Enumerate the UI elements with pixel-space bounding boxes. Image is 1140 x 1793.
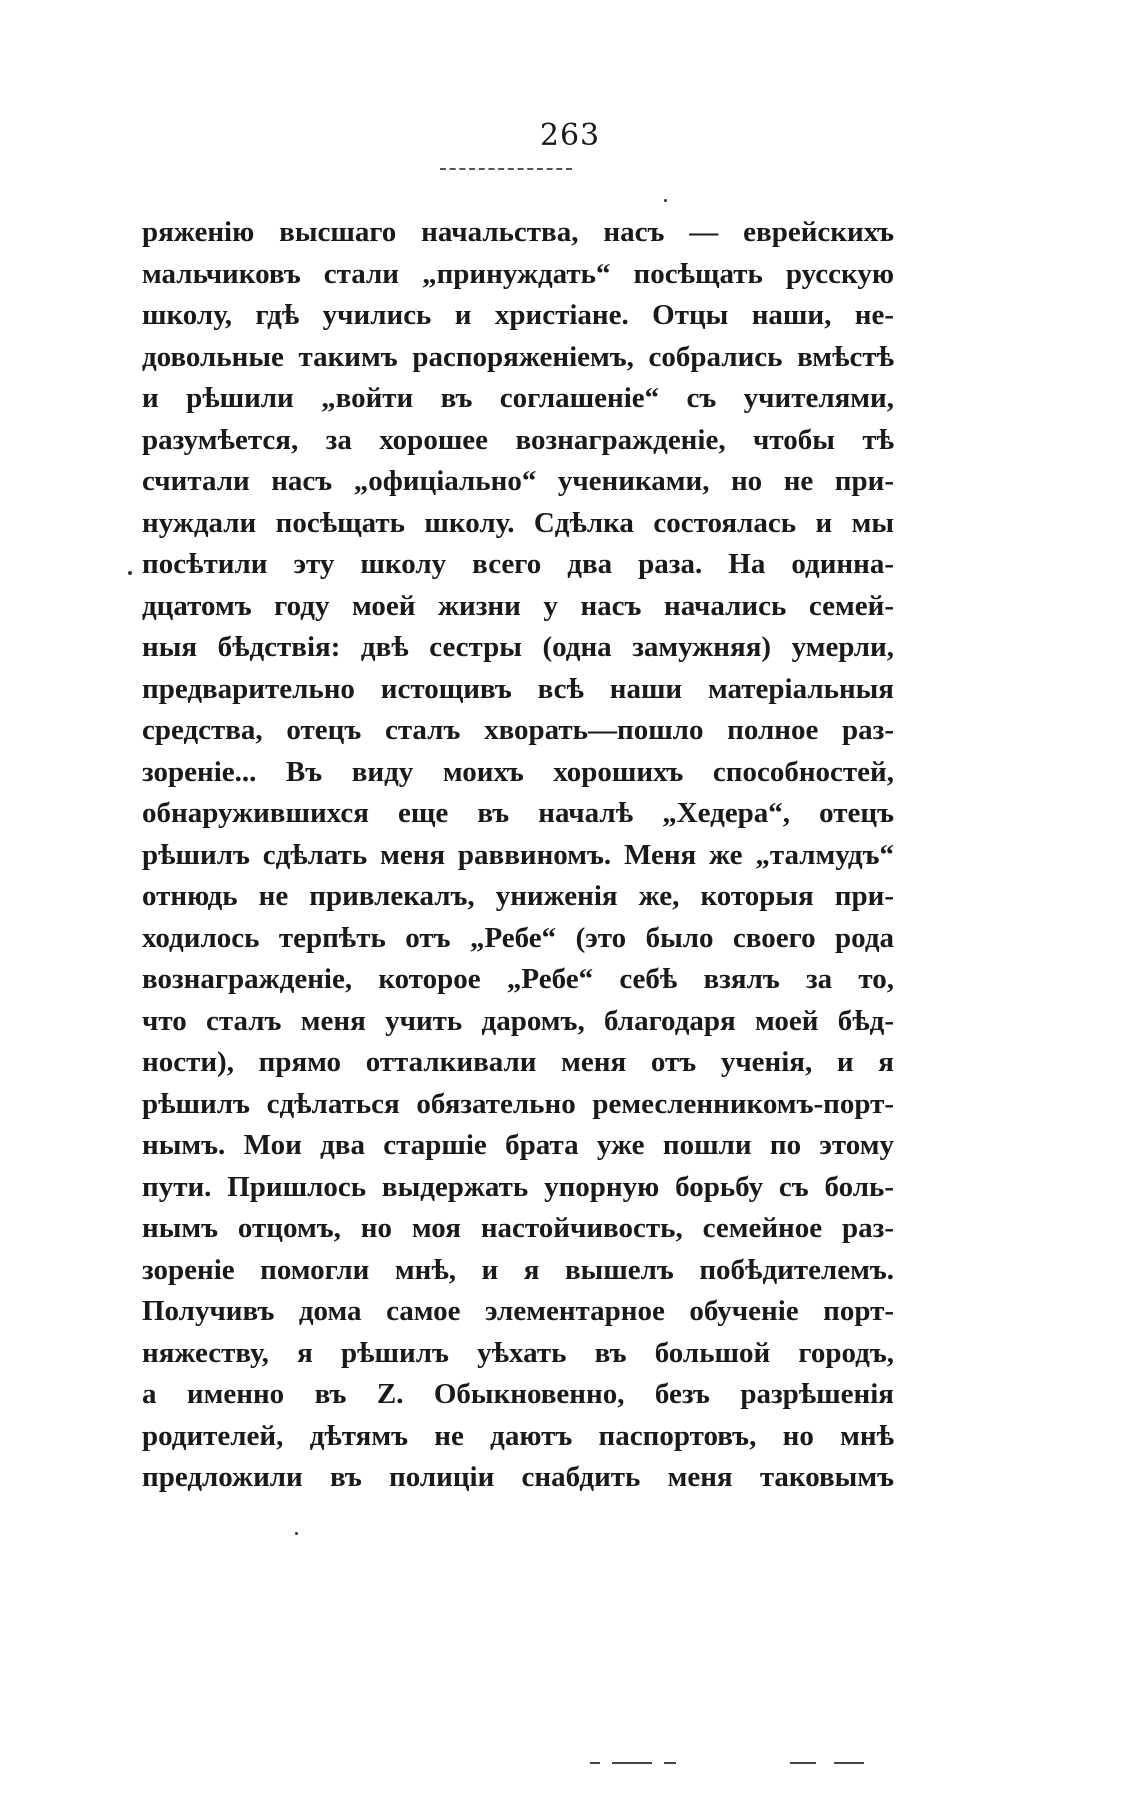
text-line: ряженію высшаго начальства, насъ — еврейскихъ [142, 216, 894, 248]
footer-marks [590, 1762, 890, 1768]
body-text [142, 212, 894, 1499]
text-line: школу, гдѣ учились и христіане. Отцы наши, не- [142, 299, 894, 331]
text-line: рѣшилъ сдѣлаться обязательно ремесленникомъ-порт- [142, 1087, 894, 1120]
text-line: дцатомъ году моей жизни у насъ начались семей- [142, 589, 894, 622]
text-line: зореніе... Въ виду моихъ хорошихъ способностей, [142, 755, 894, 788]
text-line: ности), прямо отталкивали меня отъ ученія, и я [142, 1046, 894, 1078]
text-line: вознагражденіе, которое „Ребе“ себѣ взялъ за то, [142, 963, 894, 995]
text-line: пути. Пришлось выдержать упорную борьбу съ боль- [142, 1170, 894, 1203]
footer-mark [664, 1762, 676, 1764]
text-line: довольные такимъ распоряженіемъ, собрались вмѣстѣ [142, 340, 894, 373]
text-line: разумѣется, за хорошее вознагражденіе, чтобы тѣ [142, 423, 894, 456]
text-line: нуждали посѣщать школу. Сдѣлка состоялась и мы [142, 506, 894, 539]
text-line: рѣшилъ сдѣлать меня раввиномъ. Меня же „талмудъ“ [142, 838, 894, 871]
text-line: ныя бѣдствія: двѣ сестры (одна замужняя) умерли, [142, 631, 894, 663]
footer-mark [834, 1762, 864, 1764]
text-line: посѣтили эту школу всего два раза. На одинна- [142, 548, 894, 580]
text-line: зореніе помогли мнѣ, и я вышелъ побѣдителемъ. [142, 1253, 894, 1286]
text-line: предложили въ полиціи снабдить меня таковымъ [142, 1461, 894, 1493]
header-rule [440, 168, 572, 170]
text-line: ходилось терпѣть отъ „Ребе“ (это было своего рода [142, 921, 894, 954]
text-line: средства, отецъ сталъ хворать—пошло полное раз- [142, 714, 894, 746]
text-line: обнаружившихся еще въ началѣ „Хедера“, отецъ [142, 797, 894, 829]
text-line: родителей, дѣтямъ не даютъ паспортовъ, но мнѣ [142, 1419, 894, 1452]
text-line: няжеству, я рѣшилъ уѣхать въ большой городъ, [142, 1336, 894, 1369]
text-line: считали насъ „офиціально“ учениками, но не при- [142, 465, 894, 497]
text-line: Получивъ дома самое элементарное обученіе порт- [142, 1295, 894, 1327]
text-line: нымъ отцомъ, но моя настойчивость, семейное раз- [142, 1212, 894, 1244]
scan-speck [664, 199, 667, 202]
text-line: что сталъ меня учить даромъ, благодаря моей бѣд- [142, 1004, 894, 1037]
scan-speck [295, 1532, 298, 1535]
scan-speck [128, 571, 132, 575]
text-line: отнюдь не привлекалъ, униженія же, которыя при- [142, 880, 894, 912]
text-line: нымъ. Мои два старшіе брата уже пошли по этому [142, 1129, 894, 1161]
text-line: мальчиковъ стали „принуждать“ посѣщать русскую [142, 257, 894, 290]
page-number: 263 [539, 118, 601, 153]
text-line: предварительно истощивъ всѣ наши матеріальныя [142, 672, 894, 705]
footer-mark [790, 1762, 816, 1764]
text-line: и рѣшили „войти въ соглашеніе“ съ учителями, [142, 382, 894, 414]
text-line: а именно въ Z. Обыкновенно, безъ разрѣшенія [142, 1378, 894, 1410]
footer-mark [612, 1762, 652, 1764]
footer-mark [590, 1762, 600, 1764]
